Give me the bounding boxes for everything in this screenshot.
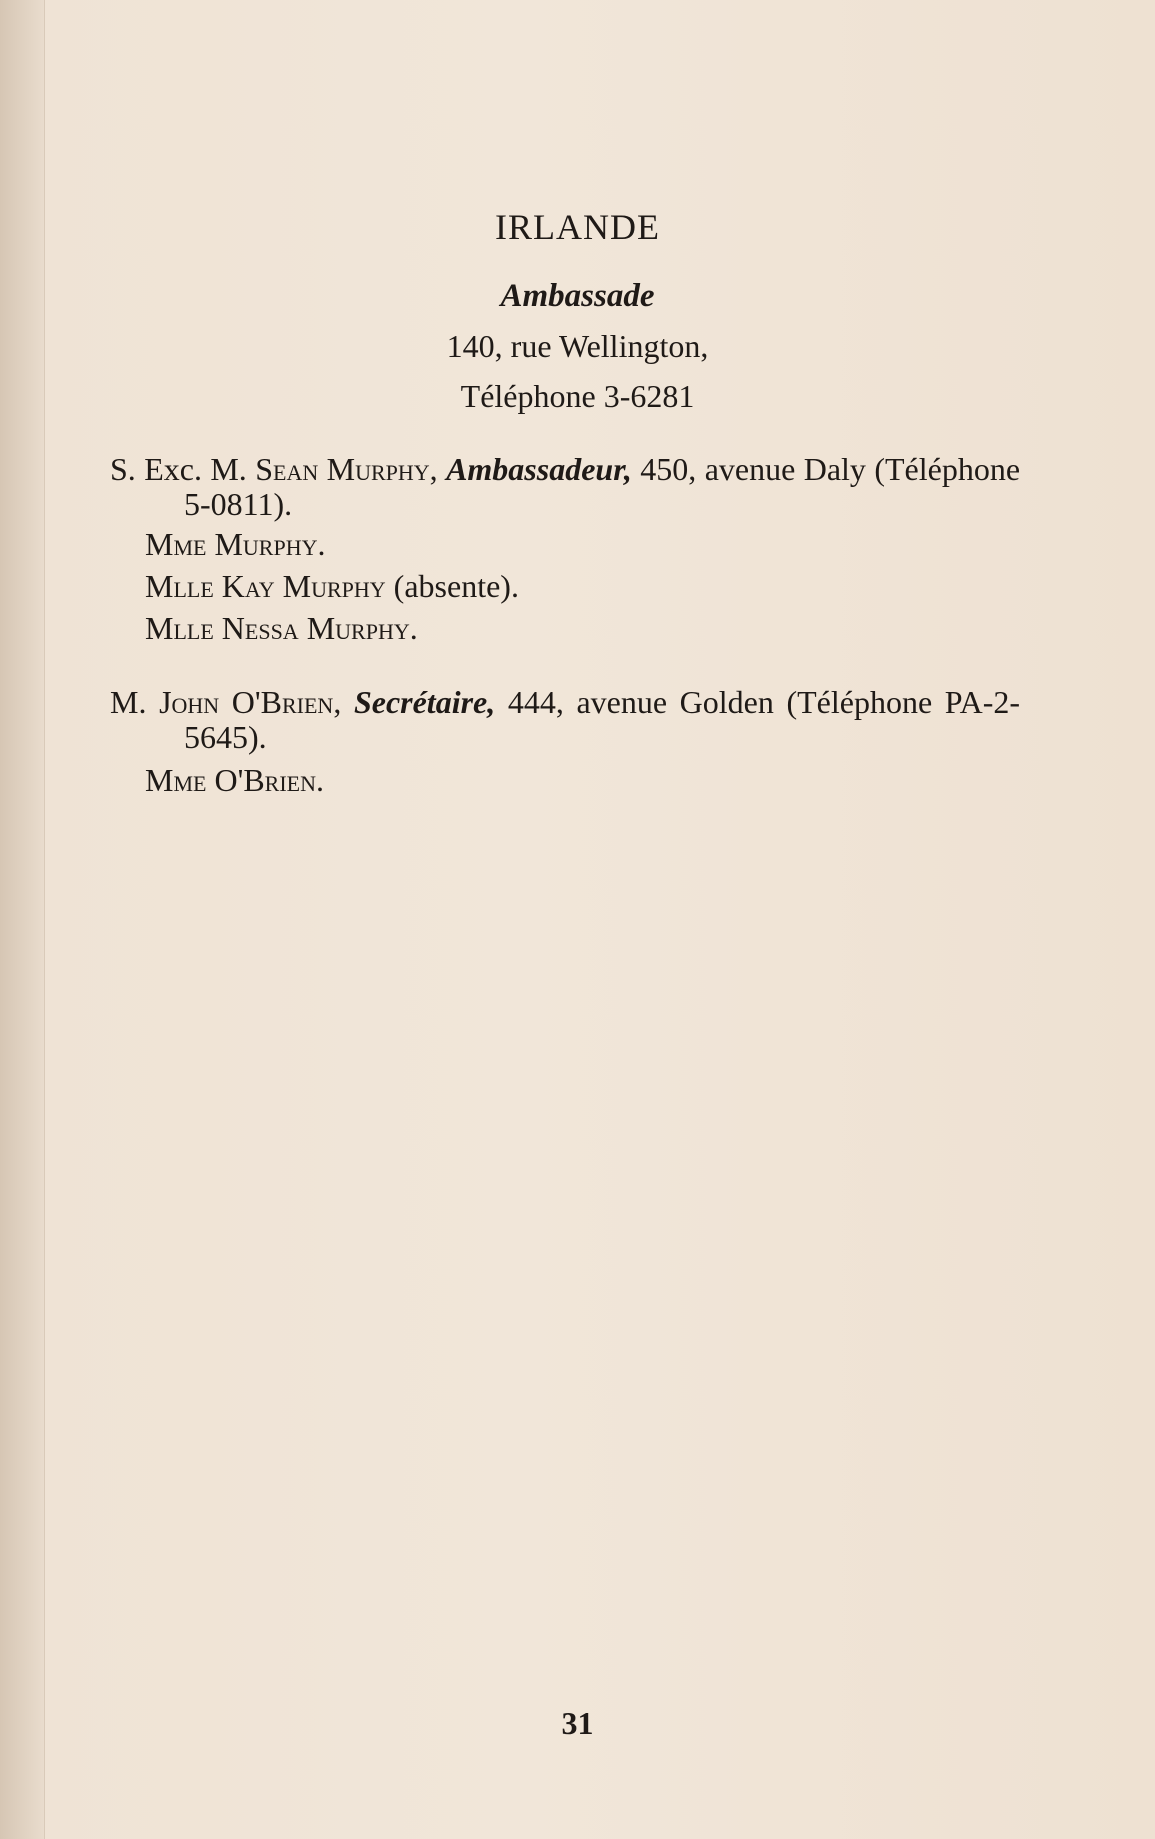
staff-entry-ambassador [110, 452, 1020, 522]
family-prefix: Mlle [145, 568, 214, 604]
country-heading: IRLANDE [495, 207, 660, 247]
family-member [145, 568, 519, 605]
mission-phone: Téléphone 3-6281 [460, 378, 695, 414]
family-prefix: Mme [145, 526, 207, 562]
entry-title: M. [110, 684, 147, 720]
family-name: Kay Murphy [221, 568, 386, 604]
entry-name: John O'Brien, [159, 684, 342, 720]
entry-name: Sean Murphy, [255, 451, 438, 487]
entry-role: Ambassadeur, [446, 451, 632, 487]
family-member [145, 610, 418, 647]
family-note: (absente). [393, 568, 519, 604]
page-number: 31 [561, 1705, 594, 1741]
family-prefix: Mme [145, 762, 207, 798]
mission-type: Ambassade [500, 278, 655, 314]
family-prefix: Mlle [145, 610, 214, 646]
entry-address: 450, avenue Daly (Téléphone 5-0811). [184, 451, 1021, 523]
family-name: Murphy. [214, 526, 326, 562]
family-name: O'Brien. [214, 762, 324, 798]
staff-entry-secretary [110, 685, 1020, 755]
entry-role: Secrétaire, [353, 684, 496, 720]
family-member [145, 526, 325, 563]
mission-address: 140, rue Wellington, [446, 328, 709, 364]
family-name: Nessa Murphy. [221, 610, 418, 646]
book-gutter [0, 0, 45, 1839]
entry-title: S. Exc. M. [110, 451, 247, 487]
entry-address: 444, avenue Golden (Téléphone PA-2-5645). [184, 684, 1021, 756]
family-member [145, 762, 324, 799]
